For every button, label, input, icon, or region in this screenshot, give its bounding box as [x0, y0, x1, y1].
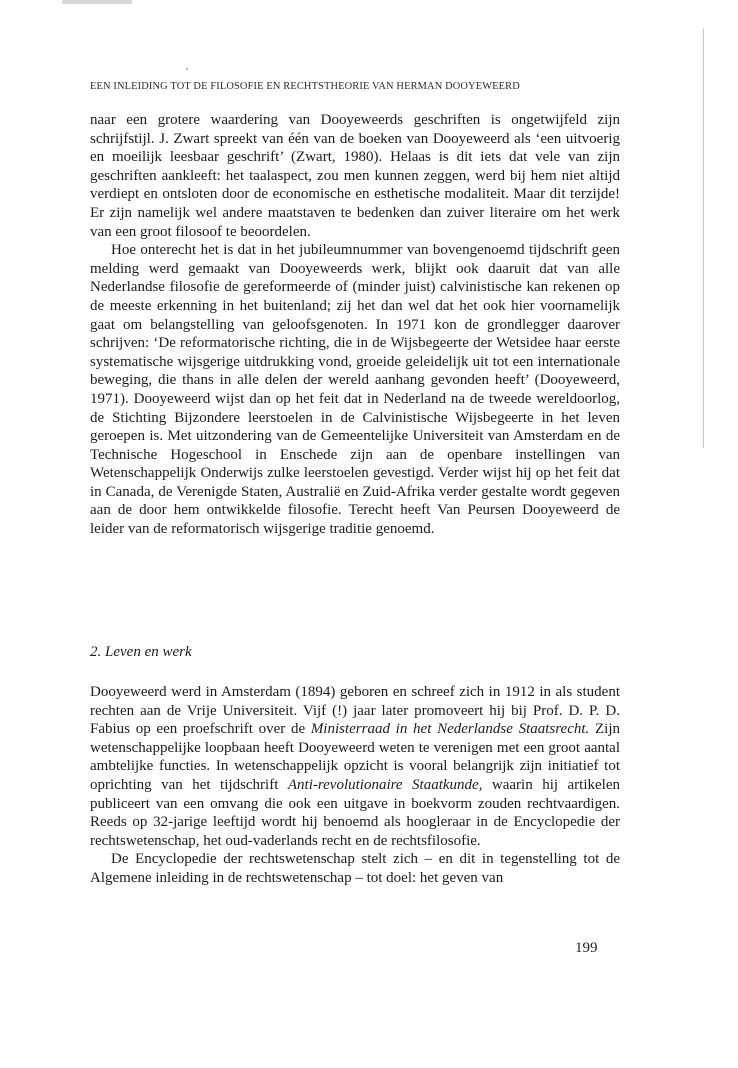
text-run: Dooyeweerd werd in Amsterdam (1894) geboren en schreef zich in 1912 in als student rechten aan de Vrije Universiteit. Vijf (!) jaar later promoveert hij bij Prof. D. P. D. Fabius op een proefschrift over de	[90, 684, 620, 738]
paragraph-biography	[90, 683, 620, 850]
paragraph-jubilee: Hoe onterecht het is dat in het jubileumnummer van bovengenoemd tijdschrift geen melding werd gemaakt van Dooyeweerds werk, blijkt ook daaruit dat van alle Nederlandse filosofie de gereformeerde of (minder juist) calvinistische kan rekenen op de meeste erkenning in het buitenland; zij het dan wel dat het ook hier voornamelijk gaat om belangstelling van geloofsgenoten. In 1971 kon de grondlegger daarover schrijven: ‘De reformatorische richting, die in de Wijsbegeerte der Wetsidee haar eerste systematische wijsgerige uitdrukking vond, groeide geleidelijk uit tot een internationale beweging, die thans in alle delen der wereld aanhang gevonden heeft’ (Dooyeweerd, 1971). Dooyeweerd wijst dan op het feit dat in Nederland na de tweede wereldoorlog, de Stichting Bijzondere leerstoelen in de Calvinistische Wijsbegeerte in het leven geroepen is. Met uitzondering van de Gemeentelijke Universiteit van Amsterdam en de Technische Hogeschool in Enschede zijn aan de openbare instellingen van Wetenschappelijk Onderwijs zulke leerstoelen gevestigd. Verder wijst hij op het feit dat in Canada, de Verenigde Staten, Australië en Zuid-Afrika verder gestalte wordt gegeven aan de door hem ontwikkelde filosofie. Terecht heeft Van Peursen Dooyeweerd de leider van de reformatorisch wijsgerige traditie genoemd.	[90, 242, 620, 538]
paragraph-continuation: naar een grotere waardering van Dooyeweerds geschriften is ongetwijfeld zijn schrijfstijl. J. Zwart spreekt van één van de boeken van Dooyeweerd als ‘een uitvoerig en moeilijk leesbaar geschrift’ (Zwart, 1980). Helaas is dit iets dat vele van zijn geschriften aankleeft: het taalaspect, zou men kunnen zeggen, werd bij hem niet altijd verdiept en ontsloten door de economische en esthetische modaliteit. Maar dit terzijde! Er zijn namelijk wel andere maatstaven te bedenken dan zuiver literaire om het werk van een groot filosoof te beoordelen.	[90, 112, 620, 240]
page-number: 199	[575, 940, 598, 956]
page-fold-line	[703, 28, 704, 448]
paragraph-encyclopedie: De Encyclopedie der rechtswetenschap stelt zich – en dit in tegenstelling tot de Algemene inleiding in de rechtswetenschap – tot doel: het geven van	[90, 851, 620, 886]
section-2-text	[90, 683, 620, 888]
text-run: , waarin hij artikelen publiceert van een omvang die ook een uitgave in boekvorm zouden rechtvaardigen. Reeds op 32-jarige leeftijd wordt hij benoemd als hoogleraar in de Encyclopedie der rechtswetenschap, het oud-vaderlands recht en de rechtsfilosofie.	[90, 776, 620, 849]
scan-dust-speck	[186, 68, 188, 70]
running-head: EEN INLEIDING TOT DE FILOSOFIE EN RECHTSTHEORIE VAN HERMAN DOOYEWEERD	[90, 81, 520, 92]
book-title-ministerraad: Ministerraad in het Nederlandse Staatsrecht.	[310, 721, 590, 738]
journal-title-staatkunde: Anti-revolutionaire Staatkunde	[287, 776, 479, 793]
section-1-text	[90, 111, 620, 539]
scan-edge-mark	[62, 0, 132, 4]
section-heading-leven-en-werk: 2. Leven en werk	[90, 644, 192, 660]
text-run: Zijn wetenschappelijke loopbaan heeft Dooyeweerd weten te verenigen met een groot aantal ambtelijke functies. In wetenschappelijk opzicht is vooral belangrijk zijn initiatief tot oprichting van het tijdschrift	[90, 721, 620, 793]
